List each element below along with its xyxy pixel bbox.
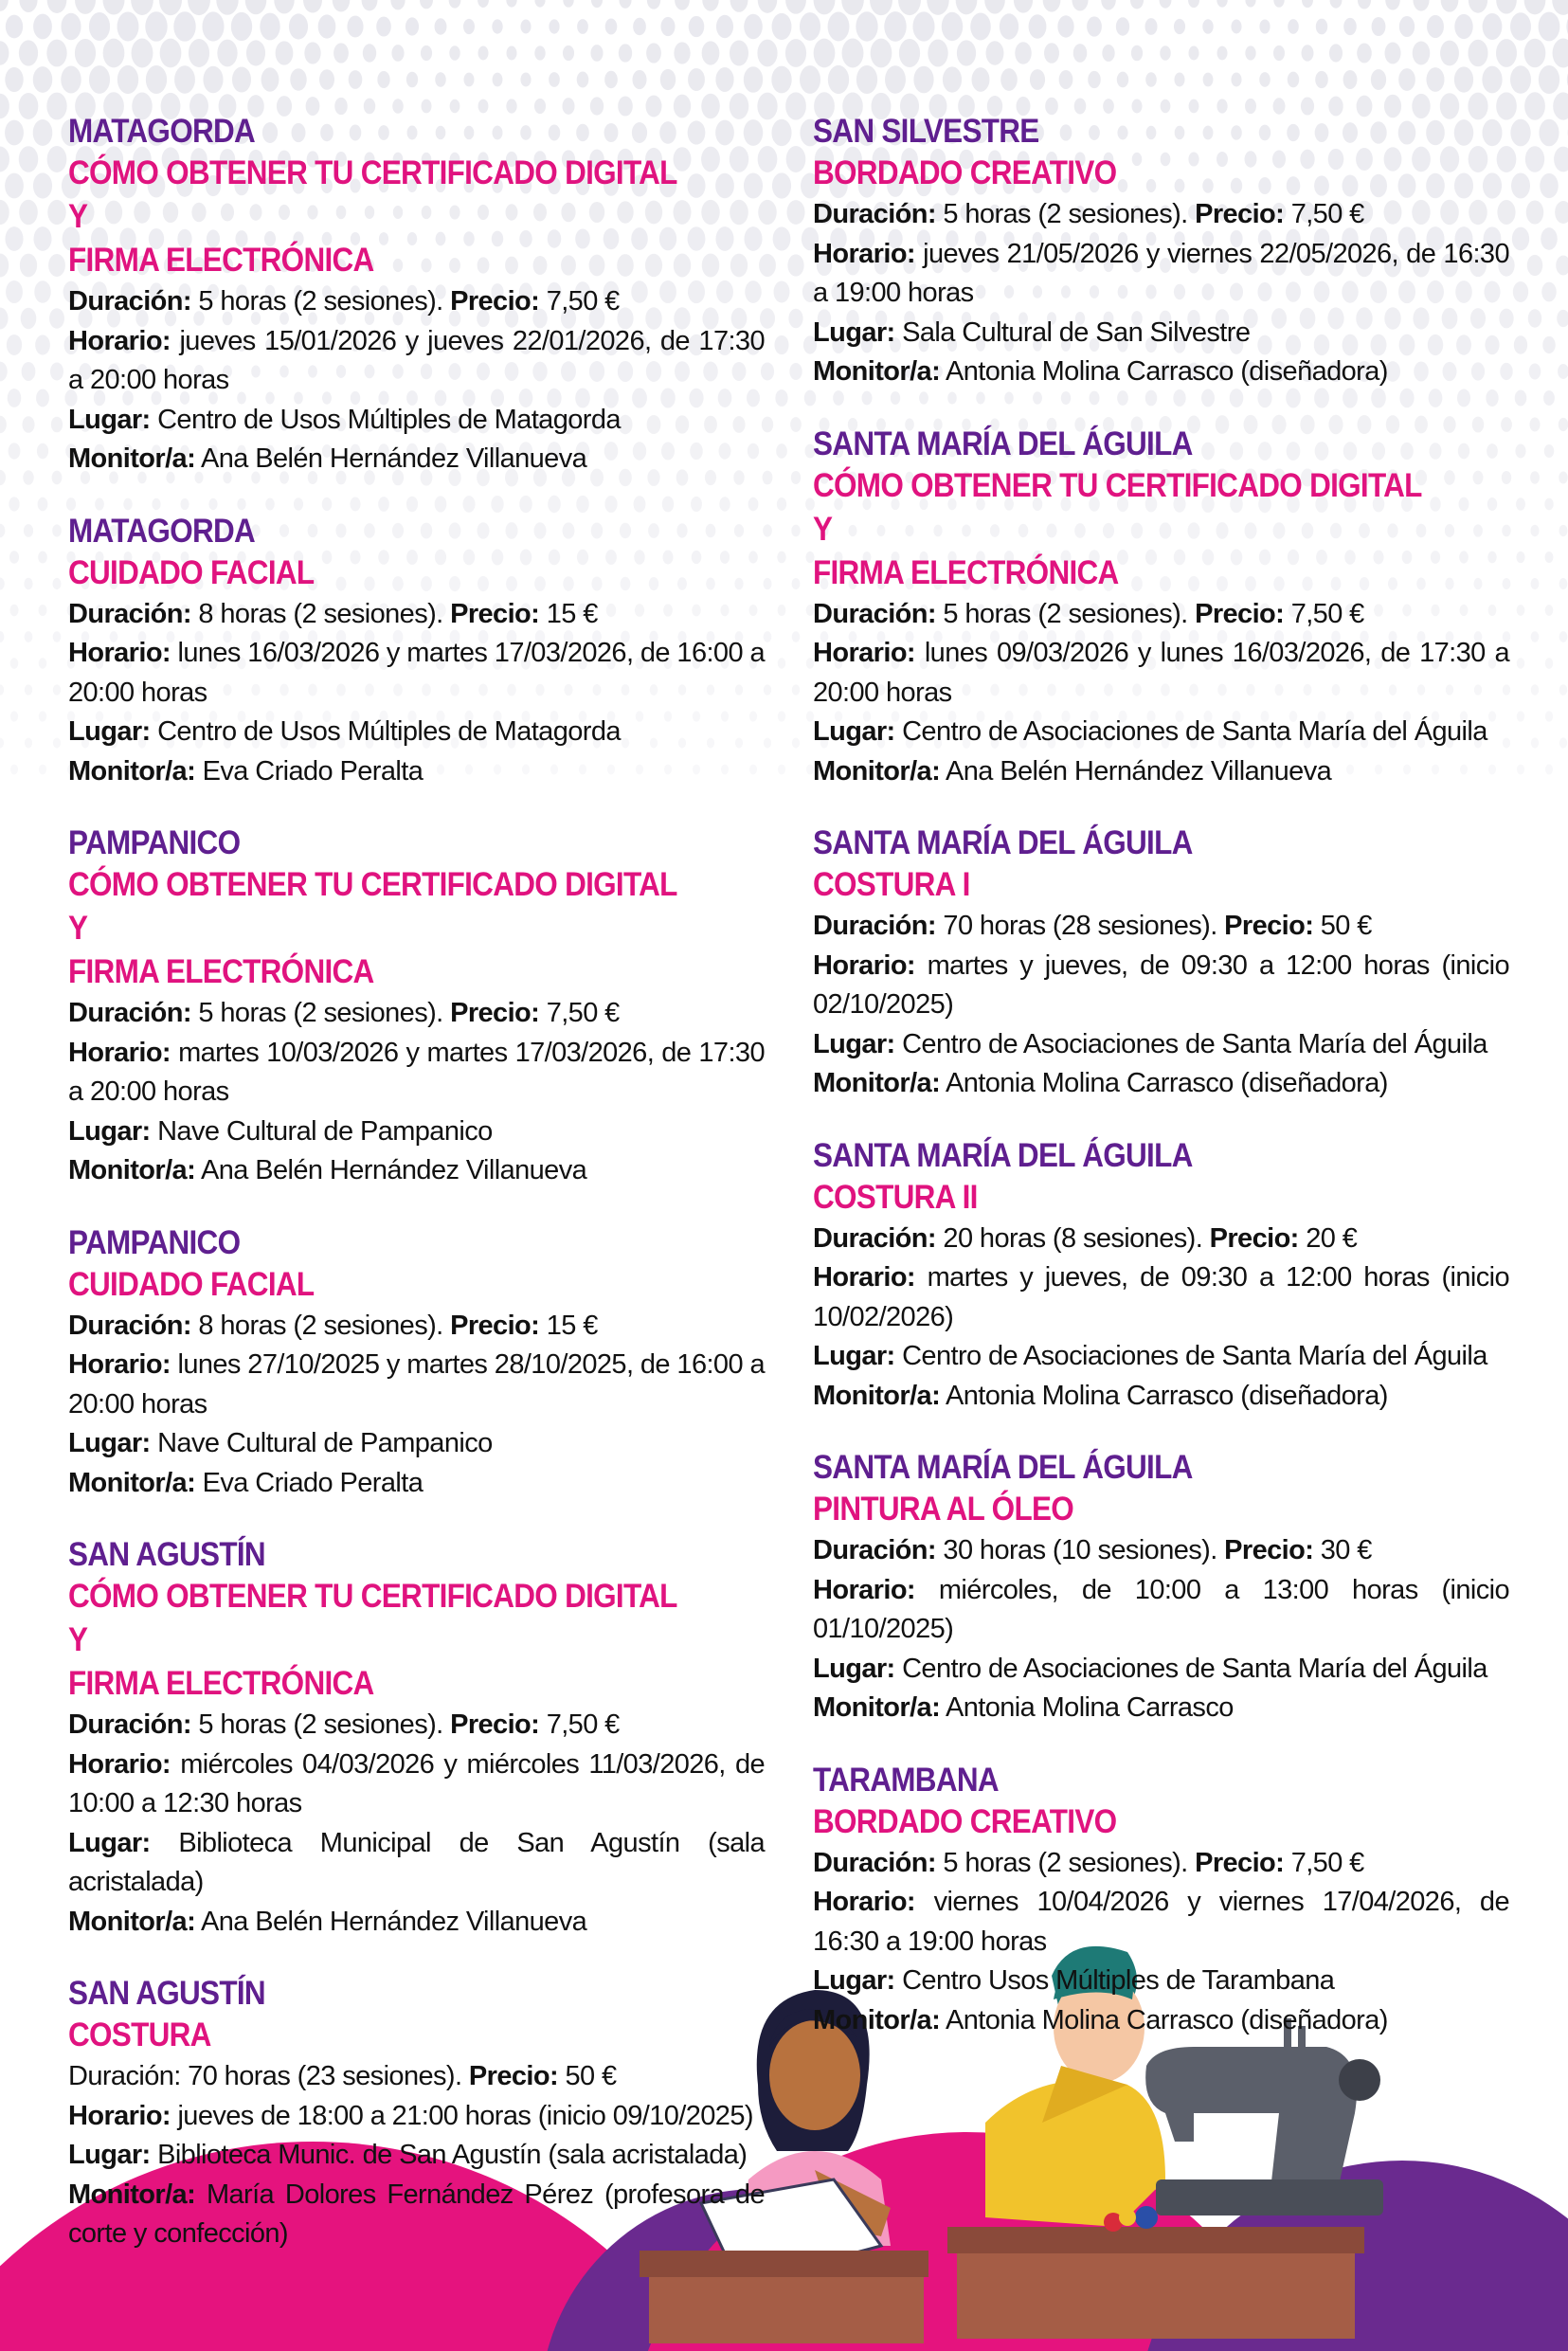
course-title-line: CUIDADO FACIAL — [68, 553, 315, 591]
duration-value: 5 horas (2 sesiones). — [198, 1709, 443, 1740]
course-location: TARAMBANA — [813, 1761, 999, 1799]
duration-value: 5 horas (2 sesiones). — [943, 1847, 1188, 1878]
course-venue — [68, 713, 765, 752]
schedule-label: Horario: — [813, 1574, 915, 1605]
price-value: 15 € — [546, 1310, 598, 1341]
schedule-value: viernes 10/04/2026 y viernes 17/04/2026, de 16:30 a 19:00 horas — [813, 1887, 1509, 1957]
course-title-line: COSTURA I — [813, 866, 970, 903]
venue-label: Lugar: — [68, 1115, 151, 1147]
course-title-line: FIRMA ELECTRÓNICA — [68, 242, 374, 279]
instructor-label: Monitor/a: — [68, 1155, 196, 1185]
course-duration-price — [68, 595, 765, 635]
instructor-value: Antonia Molina Carrasco (diseñadora) — [946, 356, 1388, 387]
duration-label: Duración: — [68, 998, 191, 1028]
course-title-line: CÓMO OBTENER TU CERTIFICADO DIGITAL Y — [68, 154, 677, 235]
schedule-value: jueves de 18:00 a 21:00 horas (inicio 09/10/2025) — [177, 2100, 753, 2131]
instructor-label: Monitor/a: — [813, 755, 941, 787]
schedule-label: Horario: — [813, 238, 915, 269]
venue-label: Lugar: — [813, 1653, 895, 1684]
price-label: Precio: — [1195, 598, 1285, 629]
price-label: Precio: — [1209, 1222, 1299, 1254]
venue-value: Centro de Asociaciones de Santa María del Águila — [902, 716, 1487, 747]
course-instructor — [813, 353, 1509, 392]
price-label: Precio: — [450, 1310, 540, 1341]
course-schedule — [68, 1745, 765, 1824]
course-location: SANTA MARÍA DEL ÁGUILA — [813, 1449, 1193, 1486]
schedule-label: Horario: — [813, 949, 915, 981]
course-title — [813, 152, 1509, 195]
venue-label: Lugar: — [68, 716, 151, 747]
venue-label: Lugar: — [68, 1428, 151, 1458]
venue-label: Lugar: — [813, 716, 895, 747]
price-label: Precio: — [1224, 1535, 1314, 1565]
course-schedule — [68, 1346, 765, 1424]
course-duration-price — [813, 595, 1509, 635]
course-entry — [68, 112, 765, 479]
duration-label: Duración: — [813, 598, 936, 629]
instructor-label: Monitor/a: — [813, 1380, 941, 1411]
venue-value: Sala Cultural de San Silvestre — [902, 316, 1251, 348]
price-label: Precio: — [450, 598, 540, 629]
instructor-value: Ana Belén Hernández Villanueva — [946, 755, 1332, 787]
course-duration-price — [68, 1307, 765, 1347]
duration-label: Duración: — [813, 1222, 936, 1254]
course-venue — [813, 713, 1509, 752]
course-duration-price — [68, 2057, 765, 2097]
course-title — [68, 863, 765, 994]
course-schedule — [68, 322, 765, 401]
schedule-label: Horario: — [68, 2100, 171, 2131]
venue-value: Centro de Asociaciones de Santa María del Águila — [902, 1028, 1487, 1059]
schedule-label: Horario: — [68, 638, 171, 668]
course-venue — [813, 1337, 1509, 1377]
course-schedule — [813, 1258, 1509, 1337]
course-location: SAN AGUSTÍN — [68, 1975, 265, 2012]
duration-value: 8 horas (2 sesiones). — [198, 598, 443, 629]
instructor-value: Ana Belén Hernández Villanueva — [201, 443, 587, 474]
price-label: Precio: — [450, 286, 540, 316]
course-venue — [68, 1824, 765, 1903]
course-title-line: FIRMA ELECTRÓNICA — [813, 553, 1119, 591]
schedule-value: lunes 27/10/2025 y martes 28/10/2025, de 16:00 a 20:00 horas — [68, 1349, 765, 1420]
duration-value: 8 horas (2 sesiones). — [198, 1310, 443, 1341]
price-value: 7,50 € — [546, 998, 620, 1028]
duration-label: Duración: — [813, 911, 936, 941]
course-title-line: CUIDADO FACIAL — [68, 1265, 315, 1303]
instructor-label: Monitor/a: — [813, 1692, 941, 1723]
schedule-value: jueves 21/05/2026 y viernes 22/05/2026, de 16:30 a 19:00 horas — [813, 238, 1509, 308]
duration-value: 5 horas (2 sesiones). — [198, 286, 443, 316]
course-venue — [68, 1112, 765, 1152]
venue-value: Centro Usos Múltiples de Tarambana — [902, 1965, 1335, 1996]
schedule-value: miércoles, de 10:00 a 13:00 horas (inicio 01/10/2025) — [813, 1574, 1509, 1644]
course-location: PAMPANICO — [68, 824, 241, 861]
instructor-label: Monitor/a: — [813, 356, 941, 387]
price-value: 7,50 € — [546, 1709, 620, 1740]
course-title-line: FIRMA ELECTRÓNICA — [68, 953, 374, 990]
schedule-value: lunes 16/03/2026 y martes 17/03/2026, de 16:00 a 20:00 horas — [68, 638, 765, 708]
price-value: 7,50 € — [1290, 1847, 1364, 1878]
duration-value: 5 horas (2 sesiones). — [943, 598, 1188, 629]
price-value: 7,50 € — [546, 286, 620, 316]
venue-value: Centro de Asociaciones de Santa María del Águila — [902, 1653, 1487, 1684]
course-entry — [68, 1223, 765, 1504]
instructor-label: Monitor/a: — [68, 2179, 196, 2210]
course-instructor — [68, 1903, 765, 1943]
schedule-value: martes y jueves, de 09:30 a 12:00 horas (inicio 02/10/2025) — [813, 949, 1509, 1020]
instructor-value: Antonia Molina Carrasco (diseñadora) — [946, 2004, 1388, 2035]
course-location: SAN AGUSTÍN — [68, 1536, 265, 1573]
course-instructor — [813, 1689, 1509, 1728]
course-location: MATAGORDA — [68, 512, 256, 550]
course-title — [813, 863, 1509, 907]
course-location: PAMPANICO — [68, 1223, 241, 1261]
duration-value: 5 horas (2 sesiones). — [943, 199, 1188, 229]
course-schedule — [68, 1034, 765, 1112]
course-schedule — [68, 634, 765, 713]
course-entry — [813, 1448, 1509, 1728]
instructor-label: Monitor/a: — [68, 1467, 196, 1498]
course-entry — [813, 112, 1509, 392]
schedule-label: Horario: — [68, 1748, 171, 1780]
course-venue — [68, 1424, 765, 1464]
left-table-front — [649, 2277, 924, 2343]
course-title — [813, 464, 1509, 595]
venue-value: Centro de Usos Múltiples de Matagorda — [157, 404, 621, 435]
schedule-value: martes y jueves, de 09:30 a 12:00 horas (inicio 10/02/2026) — [813, 1262, 1509, 1332]
course-venue — [813, 314, 1509, 353]
instructor-label: Monitor/a: — [68, 443, 196, 474]
course-title — [68, 552, 765, 595]
course-duration-price — [813, 1531, 1509, 1571]
price-value: 50 € — [1320, 911, 1372, 941]
schedule-value: miércoles 04/03/2026 y miércoles 11/03/2026, de 10:00 a 12:30 horas — [68, 1748, 765, 1818]
course-entry — [813, 823, 1509, 1104]
course-location: SANTA MARÍA DEL ÁGUILA — [813, 425, 1193, 462]
venue-value: Nave Cultural de Pampanico — [157, 1428, 493, 1458]
course-venue — [813, 1650, 1509, 1690]
course-duration-price — [68, 994, 765, 1034]
course-location: SANTA MARÍA DEL ÁGUILA — [813, 1136, 1193, 1174]
price-value: 7,50 € — [1290, 199, 1364, 229]
course-entry — [68, 823, 765, 1191]
venue-value: Centro de Asociaciones de Santa María del Águila — [902, 1341, 1487, 1371]
course-instructor — [68, 440, 765, 479]
instructor-label: Monitor/a: — [813, 1068, 941, 1098]
schedule-label: Horario: — [68, 1349, 171, 1380]
course-location: SAN SILVESTRE — [813, 113, 1039, 150]
course-instructor — [68, 2176, 765, 2254]
price-value: 30 € — [1320, 1535, 1372, 1565]
duration-value: 5 horas (2 sesiones). — [198, 998, 443, 1028]
course-title — [68, 1263, 765, 1307]
venue-label: Lugar: — [813, 1028, 895, 1059]
schedule-label: Horario: — [813, 638, 915, 668]
schedule-value: lunes 09/03/2026 y lunes 16/03/2026, de 17:30 a 20:00 horas — [813, 638, 1509, 708]
duration-value: Duración: 70 horas (23 sesiones). — [68, 2061, 462, 2091]
course-title-line: BORDADO CREATIVO — [813, 1802, 1117, 1840]
instructor-value: Eva Criado Peralta — [202, 755, 424, 787]
course-duration-price — [68, 1706, 765, 1745]
duration-label: Duración: — [813, 1535, 936, 1565]
course-title — [68, 152, 765, 282]
price-label: Precio: — [450, 1709, 540, 1740]
schedule-value: jueves 15/01/2026 y jueves 22/01/2026, de 17:30 a 20:00 horas — [68, 325, 765, 395]
venue-value: Centro de Usos Múltiples de Matagorda — [157, 716, 621, 747]
duration-label: Duración: — [813, 1847, 936, 1878]
course-entry — [813, 1761, 1509, 2041]
course-title-line: BORDADO CREATIVO — [813, 154, 1117, 191]
course-title — [813, 1800, 1509, 1844]
instructor-value: Eva Criado Peralta — [202, 1467, 424, 1498]
price-label: Precio: — [1195, 1847, 1285, 1878]
venue-value: Biblioteca Municipal de San Agustín (sala acristalada) — [68, 1827, 765, 1897]
venue-label: Lugar: — [813, 316, 895, 348]
left-course-column — [68, 112, 765, 2287]
venue-label: Lugar: — [813, 1341, 895, 1371]
duration-label: Duración: — [68, 1310, 191, 1341]
course-title — [813, 1488, 1509, 1531]
course-title-line: PINTURA AL ÓLEO — [813, 1491, 1074, 1528]
instructor-value: Ana Belén Hernández Villanueva — [201, 1155, 587, 1185]
course-schedule — [813, 947, 1509, 1025]
venue-label: Lugar: — [813, 1965, 895, 1996]
right-table — [947, 2227, 1364, 2253]
course-entry — [68, 512, 765, 792]
course-location: MATAGORDA — [68, 113, 256, 150]
course-title-line: FIRMA ELECTRÓNICA — [68, 1665, 374, 1702]
instructor-label: Monitor/a: — [68, 755, 196, 787]
schedule-value: martes 10/03/2026 y martes 17/03/2026, de 17:30 a 20:00 horas — [68, 1037, 765, 1107]
right-course-column — [813, 112, 1509, 2072]
course-venue — [813, 1025, 1509, 1065]
course-title — [68, 1575, 765, 1706]
course-instructor — [68, 1151, 765, 1191]
course-schedule — [813, 1883, 1509, 1962]
instructor-value: Antonia Molina Carrasco (diseñadora) — [946, 1068, 1388, 1098]
thread-spool-blue — [1135, 2206, 1158, 2229]
duration-value: 70 horas (28 sesiones). — [943, 911, 1217, 941]
course-duration-price — [813, 1844, 1509, 1884]
price-value: 7,50 € — [1290, 598, 1364, 629]
course-title-line: COSTURA II — [813, 1178, 978, 1216]
course-title — [68, 2014, 765, 2057]
duration-label: Duración: — [68, 1709, 191, 1740]
course-instructor — [813, 752, 1509, 792]
price-label: Precio: — [1224, 911, 1314, 941]
course-title-line: CÓMO OBTENER TU CERTIFICADO DIGITAL Y — [68, 866, 677, 947]
course-schedule — [813, 1571, 1509, 1650]
course-instructor — [68, 1464, 765, 1504]
course-entry — [813, 1136, 1509, 1417]
duration-value: 20 horas (8 sesiones). — [943, 1222, 1203, 1254]
instructor-value: Antonia Molina Carrasco (diseñadora) — [946, 1380, 1388, 1411]
course-schedule — [68, 2097, 765, 2137]
course-title-line: COSTURA — [68, 2016, 211, 2053]
instructor-label: Monitor/a: — [813, 2004, 941, 2035]
thread-spool-yellow — [1119, 2209, 1136, 2226]
price-label: Precio: — [468, 2061, 559, 2091]
venue-value: Nave Cultural de Pampanico — [157, 1115, 493, 1147]
course-venue — [813, 1962, 1509, 2001]
instructor-value: Ana Belén Hernández Villanueva — [201, 1906, 587, 1937]
venue-label: Lugar: — [68, 1827, 151, 1858]
price-value: 20 € — [1306, 1222, 1358, 1254]
course-title — [813, 1176, 1509, 1220]
schedule-label: Horario: — [68, 1037, 171, 1068]
course-instructor — [68, 752, 765, 792]
course-entry — [68, 1535, 765, 1942]
duration-label: Duración: — [68, 286, 191, 316]
instructor-value: María Dolores Fernández Pérez (profesora de corte y confección) — [68, 2179, 765, 2249]
course-instructor — [813, 1064, 1509, 1104]
course-entry — [813, 425, 1509, 792]
course-duration-price — [813, 907, 1509, 947]
venue-value: Biblioteca Munic. de San Agustín (sala acristalada) — [157, 2140, 748, 2170]
course-venue — [68, 2136, 765, 2176]
schedule-label: Horario: — [813, 1887, 915, 1917]
course-title-line: CÓMO OBTENER TU CERTIFICADO DIGITAL Y — [813, 466, 1422, 548]
price-value: 50 € — [565, 2061, 617, 2091]
instructor-label: Monitor/a: — [68, 1906, 196, 1937]
price-label: Precio: — [450, 998, 540, 1028]
venue-label: Lugar: — [68, 404, 151, 435]
course-instructor — [813, 1377, 1509, 1417]
instructor-value: Antonia Molina Carrasco — [946, 1692, 1234, 1723]
venue-label: Lugar: — [68, 2140, 151, 2170]
course-instructor — [813, 2001, 1509, 2041]
price-label: Precio: — [1195, 199, 1285, 229]
schedule-label: Horario: — [68, 325, 171, 356]
schedule-label: Horario: — [813, 1262, 915, 1293]
course-title-line: CÓMO OBTENER TU CERTIFICADO DIGITAL Y — [68, 1578, 677, 1658]
course-entry — [68, 1974, 765, 2254]
duration-label: Duración: — [68, 598, 191, 629]
right-table-front — [957, 2253, 1355, 2339]
duration-value: 30 horas (10 sesiones). — [943, 1535, 1217, 1565]
duration-label: Duración: — [813, 199, 936, 229]
course-venue — [68, 401, 765, 441]
course-duration-price — [813, 1220, 1509, 1259]
course-duration-price — [813, 195, 1509, 235]
course-schedule — [813, 634, 1509, 713]
course-duration-price — [68, 282, 765, 322]
price-value: 15 € — [546, 598, 598, 629]
course-schedule — [813, 235, 1509, 314]
course-location: SANTA MARÍA DEL ÁGUILA — [813, 824, 1193, 861]
